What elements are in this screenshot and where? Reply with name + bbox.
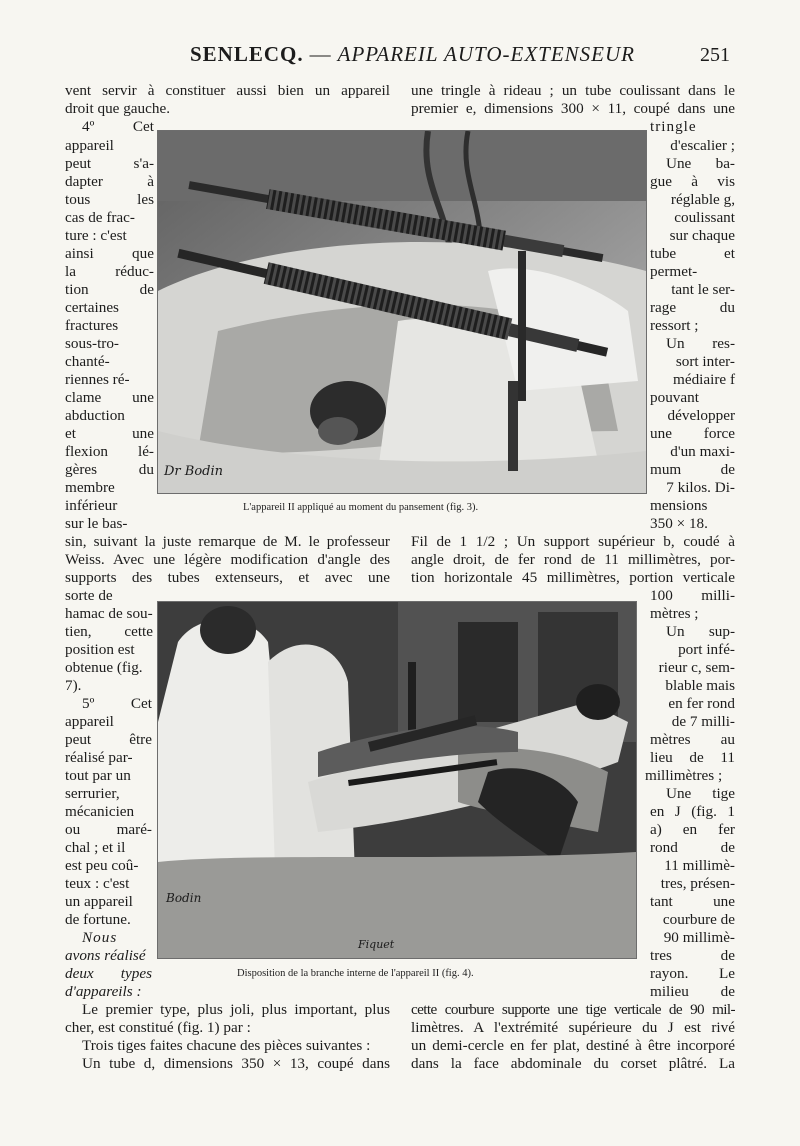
text-line: mensions <box>650 497 708 514</box>
text-line: de fortune. <box>65 911 131 928</box>
text-line: Fil de 1 1/2 ; Un support supérieur b, coudé à <box>411 533 735 550</box>
text-line: tringle <box>650 118 697 135</box>
text-line: réglable g, <box>670 191 735 208</box>
text-line: 7 kilos. Di- <box>666 479 735 496</box>
text-line: d'un maxi- <box>670 443 735 460</box>
text-line: teux : c'est <box>65 875 130 892</box>
text-line: position est <box>65 641 135 658</box>
header-author: SENLECQ. <box>190 42 304 66</box>
text-line: tant une <box>650 893 735 910</box>
text-line: abduction <box>65 407 125 424</box>
text-line: vent servir à constituer aussi bien un appareil <box>65 82 390 99</box>
text-line: limètres. A l'extrémité supérieure du J est rivé <box>411 1019 735 1036</box>
text-line: avons réalisé <box>65 947 146 964</box>
text-line: 350 × 18. <box>650 515 708 532</box>
text-line: peut être <box>65 731 152 748</box>
text-line: sous-tro- <box>65 335 119 352</box>
figure-4-signature: Bodin <box>166 891 202 905</box>
text-line: 11 millimè- <box>664 857 735 874</box>
text-line: tien, cette <box>65 623 153 640</box>
text-line: permet- <box>650 263 698 280</box>
text-line: appareil <box>65 713 114 730</box>
figure-4-credit: Fiquet <box>358 938 395 951</box>
text-line: mètres ; <box>650 605 699 622</box>
figure-3-illustration <box>158 131 646 493</box>
text-line: coulissant <box>674 209 735 226</box>
text-line: angle droit, de fer rond de 11 millimètres, por- <box>411 551 735 568</box>
text-line: réalisé par- <box>65 749 133 766</box>
text-line: Une tige <box>666 785 735 802</box>
text-line: blable mais <box>665 677 735 694</box>
text-line: dans la face abdominale du corset plâtré. La <box>411 1055 735 1072</box>
text-line: de 7 milli- <box>671 713 735 730</box>
text-line: tube et <box>650 245 735 262</box>
text-line: d'appareils : <box>65 983 142 1000</box>
text-line: 7). <box>65 677 82 694</box>
text-line: inférieur <box>65 497 118 514</box>
text-line: droit que gauche. <box>65 100 171 117</box>
text-line: en fer rond <box>668 695 735 712</box>
text-line: cher, est constitué (fig. 1) par : <box>65 1019 251 1036</box>
text-line: mécanicien <box>65 803 135 820</box>
text-line: Un res- <box>666 335 735 352</box>
text-line: tres de <box>650 947 735 964</box>
page-number: 251 <box>700 44 730 66</box>
text-line: ou maré- <box>65 821 152 838</box>
text-line: chal ; et il <box>65 839 126 856</box>
text-line: supports des tubes extenseurs, et avec une <box>65 569 390 586</box>
text-line: en J (fig. 1 <box>650 803 735 820</box>
figure-4-illustration <box>158 602 636 958</box>
text-line: une force <box>650 425 735 442</box>
text-line: 4º Cet <box>82 118 154 135</box>
text-line: ainsi que <box>65 245 154 262</box>
text-line: fractures <box>65 317 119 334</box>
text-line: Nous <box>82 929 118 946</box>
text-line: lieu de 11 <box>650 749 735 766</box>
text-line: tres, présen- <box>660 875 735 892</box>
text-line: mètres au <box>650 731 735 748</box>
figure-3-photo <box>157 130 647 494</box>
text-line: Trois tiges faites chacune des pièces suivantes : <box>82 1037 371 1054</box>
text-line: courbure de <box>662 911 735 928</box>
figure-4-caption: Disposition de la branche interne de l'appareil II (fig. 4). <box>237 968 474 979</box>
text-line: chanté- <box>65 353 110 370</box>
text-line: deux types <box>65 965 152 982</box>
text-line: ressort ; <box>650 317 699 334</box>
text-line: médiaire f <box>673 371 735 388</box>
text-line: sur le bas- <box>65 515 128 532</box>
text-line: tout par un <box>65 767 131 784</box>
text-line: gue à vis <box>650 173 735 190</box>
text-line: 100 milli- <box>650 587 735 604</box>
text-line: développer <box>667 407 735 424</box>
figure-3-signature: Dr Bodin <box>164 464 224 479</box>
figure-3-caption: L'appareil II appliqué au moment du pansement (fig. 3). <box>243 502 479 513</box>
text-line: mum de <box>650 461 735 478</box>
text-line: serrurier, <box>65 785 120 802</box>
text-line: sin, suivant la juste remarque de M. le professeur <box>65 533 390 550</box>
text-line: cas de frac- <box>65 209 135 226</box>
text-line: la réduc- <box>65 263 154 280</box>
running-header <box>190 42 635 67</box>
text-line: tant le ser- <box>671 281 735 298</box>
text-line: tion de <box>65 281 154 298</box>
text-line: rieur c, sem- <box>658 659 735 676</box>
text-line: Un sup- <box>666 623 735 640</box>
text-line: et une <box>65 425 154 442</box>
text-line: tion horizontale 45 millimètres, portion verticale <box>411 569 735 586</box>
text-line: gères du <box>65 461 154 478</box>
text-line: est peu coû- <box>65 857 139 874</box>
text-line: ture : c'est <box>65 227 127 244</box>
text-line: sort inter- <box>675 353 735 370</box>
text-line: Un tube d, dimensions 350 × 13, coupé dans <box>82 1055 390 1072</box>
text-line: millimètres ; <box>645 767 723 784</box>
text-line: sur chaque <box>669 227 735 244</box>
text-line: 5º Cet <box>82 695 152 712</box>
text-line: membre <box>65 479 115 496</box>
text-line: a) en fer <box>650 821 735 838</box>
text-line: un demi-cercle en fer plat, destiné à être incorporé <box>411 1037 735 1054</box>
text-line: Weiss. Avec une légère modification d'angle des <box>65 551 390 568</box>
text-line: obtenue (fig. <box>65 659 143 676</box>
text-line: tous les <box>65 191 154 208</box>
text-line: sorte de <box>65 587 113 604</box>
text-line: d'escalier ; <box>670 137 735 154</box>
text-line: peut s'a- <box>65 155 154 172</box>
text-line: un appareil <box>65 893 133 910</box>
text-line: dapter à <box>65 173 154 190</box>
text-line: rond de <box>650 839 735 856</box>
text-line: port infé- <box>678 641 735 658</box>
text-line: clame une <box>65 389 154 406</box>
header-dash: — <box>309 42 332 66</box>
header-subject: APPAREIL AUTO-EXTENSEUR <box>337 42 635 66</box>
text-line: pouvant <box>650 389 699 406</box>
text-line: hamac de sou- <box>65 605 153 622</box>
text-line: flexion lé- <box>65 443 154 460</box>
text-line: riennes ré- <box>65 371 130 388</box>
figure-4-photo <box>157 601 637 959</box>
text-line: cette courbure supporte une tige verticale de 90 mil- <box>411 1001 735 1018</box>
text-line: appareil <box>65 137 114 154</box>
text-line: premier e, dimensions 300 × 11, coupé dans une <box>411 100 735 117</box>
text-line: Une ba- <box>666 155 735 172</box>
text-line: milieu de <box>650 983 735 1000</box>
text-line: Le premier type, plus joli, plus important, plus <box>82 1001 390 1018</box>
text-line: rage du <box>650 299 735 316</box>
text-line: rayon. Le <box>650 965 735 982</box>
text-line: une tringle à rideau ; un tube coulissant dans le <box>411 82 735 99</box>
text-line: certaines <box>65 299 119 316</box>
text-line: 90 millimè- <box>663 929 735 946</box>
